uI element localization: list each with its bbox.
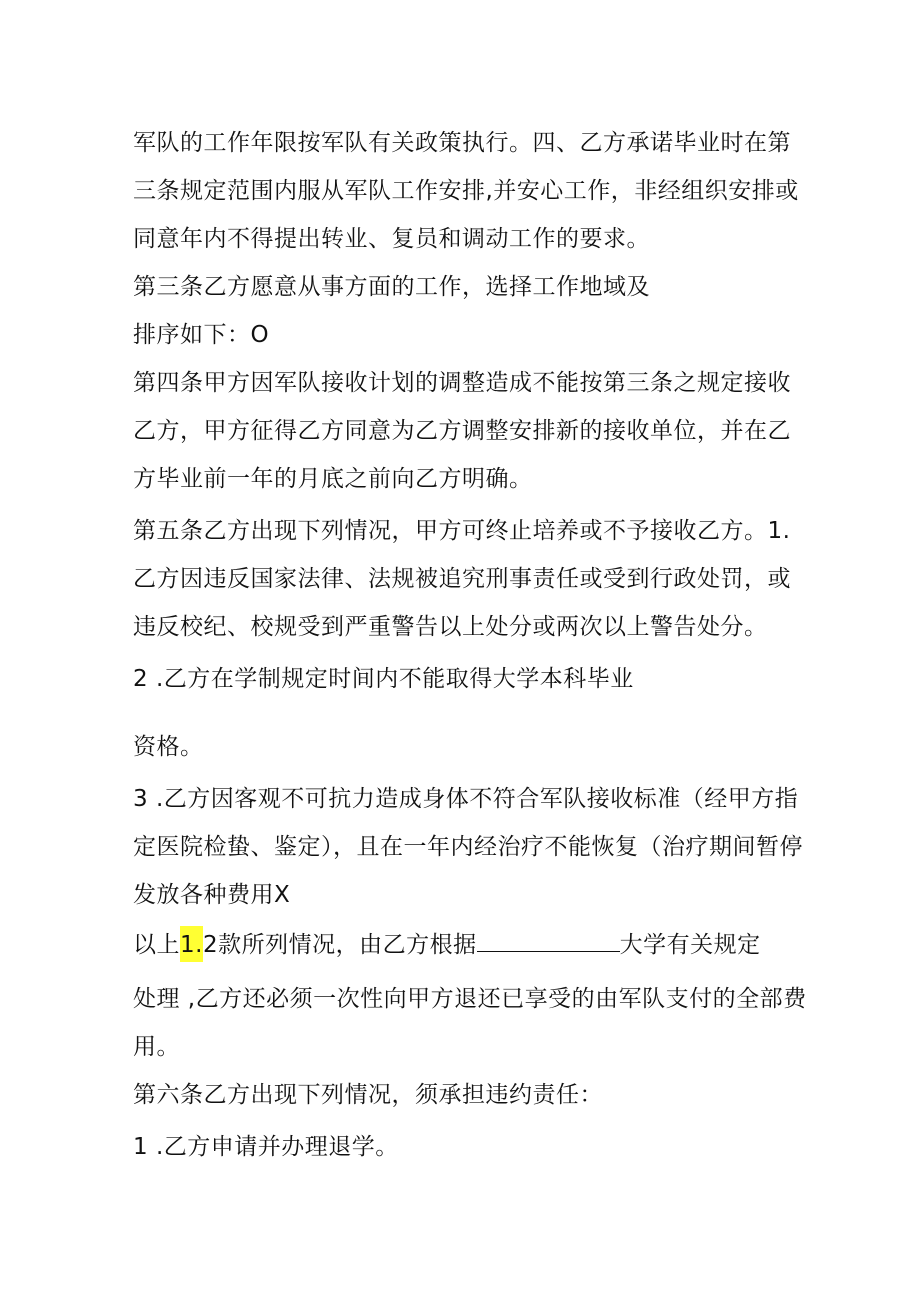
text-line: 第六条乙方出现下列情况，须承担违约责任： <box>133 1082 603 1108</box>
text-line: 第四条甲方因军队接收计划的调整造成不能按第三条之规定接收 <box>133 370 791 396</box>
text-line: 处理 ,乙方还必须一次性向甲方退还已享受的由军队支付的全部费 <box>133 986 807 1012</box>
text-line: 定医院检蛰、鉴定），且在一年内经治疗不能恢复（治疗期间暂停 <box>133 834 803 860</box>
text-line-with-highlight <box>133 928 761 962</box>
line-suffix: 大学有关规定 <box>619 932 761 958</box>
text-line: 违反校纪、校规受到严重警告以上处分或两次以上警告处分。 <box>133 614 768 640</box>
text-line: 同意年内不得提出转业、复员和调动工作的要求。 <box>133 226 650 252</box>
text-line: 2 .乙方在学制规定时间内不能取得大学本科毕业 <box>133 666 634 692</box>
text-line: 乙方，甲方征得乙方同意为乙方调整安排新的接收单位，并在乙 <box>133 418 791 444</box>
text-line: 第五条乙方出现下列情况，甲方可终止培养或不予接收乙方。1. <box>133 518 791 544</box>
text-line: 3 .乙方因客观不可抗力造成身体不符合军队接收标准（经甲方指 <box>133 786 799 812</box>
line-middle: 2款所列情况，由乙方根据 <box>202 932 477 958</box>
highlighted-text: 1. <box>180 926 203 962</box>
text-line: 发放各种费用X <box>133 882 291 908</box>
line-prefix: 以上 <box>133 932 180 958</box>
text-line: 军队的工作年限按军队有关政策执行。四、乙方承诺毕业时在第 <box>133 130 791 156</box>
text-line: 方毕业前一年的月底之前向乙方明确。 <box>133 466 533 492</box>
text-line: 三条规定范围内服从军队工作安排,并安心工作，非经组织安排或 <box>133 178 799 204</box>
text-line: 乙方因违反国家法律、法规被追究刑事责任或受到行政处罚，或 <box>133 566 791 592</box>
text-line: 用。 <box>133 1034 180 1060</box>
fill-in-blank <box>477 931 620 952</box>
text-line: 排序如下：O <box>133 322 270 348</box>
text-line: 第三条乙方愿意从事方面的工作，选择工作地域及 <box>133 274 650 300</box>
text-line: 资格。 <box>133 734 204 760</box>
text-line: 1 .乙方申请并办理退学。 <box>133 1134 399 1160</box>
